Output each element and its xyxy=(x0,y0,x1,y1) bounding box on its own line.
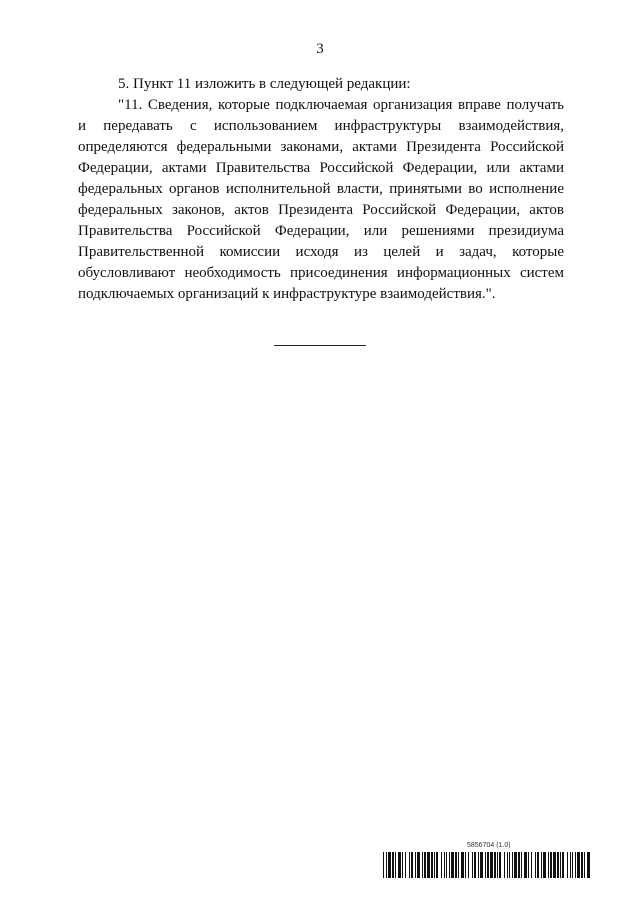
barcode-bar xyxy=(560,852,561,878)
barcode-bar xyxy=(577,852,580,878)
barcode-bar xyxy=(415,852,416,878)
barcode-bar xyxy=(441,852,442,878)
barcode-bar xyxy=(480,852,483,878)
barcode-bar xyxy=(587,852,590,878)
barcode-bar xyxy=(434,852,435,878)
barcode-bar xyxy=(504,852,505,878)
barcode-bar xyxy=(557,852,559,878)
barcode-bar xyxy=(524,852,527,878)
barcode-bar xyxy=(422,852,423,878)
end-separator-line xyxy=(274,345,366,346)
barcode-bar xyxy=(411,852,413,878)
barcode-bar xyxy=(584,852,585,878)
barcode-bar xyxy=(478,852,479,878)
barcode-bar xyxy=(451,852,454,878)
barcode-caption: 5856704 (1.0) xyxy=(467,842,511,849)
barcode-bar xyxy=(499,852,501,878)
barcode-bar xyxy=(446,852,447,878)
barcode-bar xyxy=(417,852,420,878)
barcode-bar xyxy=(572,852,573,878)
barcode-bar xyxy=(531,852,532,878)
barcode-bar xyxy=(405,852,406,878)
barcode-bar xyxy=(494,852,496,878)
barcode-bar xyxy=(461,852,464,878)
barcode-bar xyxy=(402,852,403,878)
barcode-bar xyxy=(490,852,493,878)
barcode-bar xyxy=(398,852,401,878)
barcode-bar xyxy=(581,852,583,878)
barcode-bar xyxy=(468,852,469,878)
barcode-bar xyxy=(424,852,426,878)
barcode-bar xyxy=(512,852,513,878)
paragraph-item-11-quote: "11. Сведения, которые подключаемая организация вправе получать и передавать с использованием инфраструктуры взаимодействия, определяются федеральными законами, актами Президента Российской Федерации, актами Правительства Российской Федерации, или актами федеральных органов исполнительной власти, принятыми во исполнение федеральных законов, актов Президента Российской Федерации, актов Правительства Российской Федерации, или решениями президиума Правительственной комиссии исходя из целей и задач, которые обусловливают необходимость присоединения информационных систем подключаемых организаций к инфраструктуре взаимодействия.". xyxy=(78,97,564,302)
barcode-bar xyxy=(548,852,549,878)
barcode-bar xyxy=(444,852,445,878)
barcode-bar xyxy=(395,852,396,878)
barcode-bar xyxy=(386,852,387,878)
barcode-bar xyxy=(458,852,459,878)
barcode-bar xyxy=(518,852,520,878)
paragraph-item-5: 5. Пункт 11 изложить в следующей редакции: xyxy=(118,76,411,92)
barcode-bar xyxy=(388,852,391,878)
barcode-bar xyxy=(537,852,539,878)
barcode-bar xyxy=(541,852,542,878)
page-number: 3 xyxy=(316,41,324,57)
barcode-bar xyxy=(575,852,576,878)
document-barcode-block xyxy=(383,842,591,882)
barcode-bar xyxy=(455,852,457,878)
barcode-bar xyxy=(507,852,508,878)
barcode-bar xyxy=(567,852,568,878)
barcode-bar xyxy=(392,852,394,878)
barcode-bar xyxy=(509,852,510,878)
barcode-bar xyxy=(474,852,476,878)
barcode-bar xyxy=(521,852,522,878)
barcode-bar xyxy=(543,852,546,878)
barcode-bar xyxy=(562,852,564,878)
barcode-bar xyxy=(487,852,489,878)
barcode-bar xyxy=(427,852,430,878)
barcode-bar xyxy=(497,852,498,878)
barcode-bar xyxy=(528,852,529,878)
barcode-image xyxy=(383,852,591,878)
barcode-bar xyxy=(436,852,438,878)
barcode-bar xyxy=(472,852,473,878)
barcode-bar xyxy=(409,852,410,878)
barcode-bar xyxy=(570,852,571,878)
barcode-bar xyxy=(514,852,517,878)
barcode-bar xyxy=(485,852,486,878)
barcode-bar xyxy=(535,852,536,878)
barcode-bar xyxy=(431,852,433,878)
barcode-bar xyxy=(550,852,552,878)
barcode-bar xyxy=(553,852,556,878)
barcode-bar xyxy=(449,852,450,878)
document-body xyxy=(78,74,564,305)
barcode-bar xyxy=(383,852,384,878)
barcode-bar xyxy=(465,852,466,878)
